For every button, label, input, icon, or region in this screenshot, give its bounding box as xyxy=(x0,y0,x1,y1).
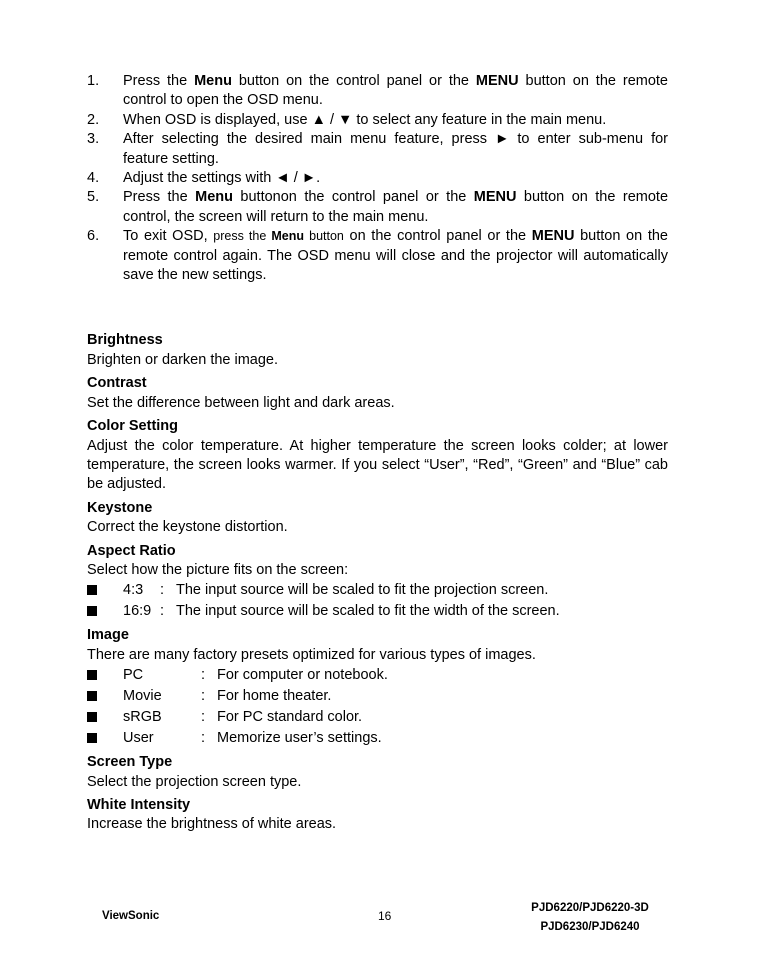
option-desc: Memorize user’s settings. xyxy=(217,730,382,747)
step-number: 2. xyxy=(87,111,100,128)
step-text: button on the control panel or the xyxy=(231,73,476,89)
option-colon: : xyxy=(201,709,206,726)
step-item xyxy=(87,169,668,188)
section-keystone xyxy=(87,499,668,538)
option-colon: : xyxy=(201,730,206,747)
step-item xyxy=(87,227,668,285)
section-desc: Brighten or darken the image. xyxy=(87,351,279,368)
section-desc: Select how the picture fits on the screen: xyxy=(87,561,349,578)
osd-steps-list xyxy=(87,72,668,285)
section-title: Screen Type xyxy=(87,754,173,771)
option-desc: The input source will be scaled to fit the width of the screen. xyxy=(176,603,560,620)
option-desc: For PC standard color. xyxy=(217,709,363,726)
option-desc: The input source will be scaled to fit the projection screen. xyxy=(176,582,549,599)
list-item xyxy=(87,580,668,601)
section-title: Brightness xyxy=(87,332,163,349)
section-desc: Adjust the color temperature. At higher temperature the screen looks colder; at lower temperature, the screen looks warmer. If you select “User”, “Red”, “Green” and “Blue” cab be adjusted. xyxy=(87,437,668,493)
step-number: 1. xyxy=(87,73,100,89)
list-item xyxy=(87,707,668,728)
section-screen-type xyxy=(87,753,668,792)
step-item xyxy=(87,130,668,169)
step-text: Adjust the settings with ◄ / ►. xyxy=(123,170,321,187)
step-item xyxy=(87,72,668,111)
option-desc: For computer or notebook. xyxy=(217,667,388,684)
section-color-setting xyxy=(87,417,668,495)
square-bullet-icon xyxy=(87,691,97,701)
option-key: Movie xyxy=(123,688,162,705)
step-bold-menu-remote: MENU xyxy=(531,228,575,245)
step-number: 6. xyxy=(87,228,100,245)
option-key: 4:3 xyxy=(123,582,144,599)
step-item xyxy=(87,188,668,227)
square-bullet-icon xyxy=(87,712,97,722)
step-text: When OSD is displayed, use ▲ / ▼ to select any feature in the main menu. xyxy=(123,111,607,128)
option-key: 16:9 xyxy=(123,603,152,620)
section-desc: Correct the keystone distortion. xyxy=(87,519,288,536)
option-colon: : xyxy=(160,582,165,599)
option-desc: For home theater. xyxy=(217,688,332,705)
list-item xyxy=(87,728,668,749)
square-bullet-icon xyxy=(87,733,97,743)
step-text: button on the remote control to open the OSD menu. xyxy=(123,73,669,109)
step-text: on the control panel or the xyxy=(343,228,532,245)
square-bullet-icon xyxy=(87,585,97,595)
section-title: Keystone xyxy=(87,499,153,516)
step-bold-menu: Menu xyxy=(195,189,233,206)
option-colon: : xyxy=(160,603,165,620)
step-bold-menu-remote: MENU xyxy=(473,189,517,206)
step-item xyxy=(87,111,668,130)
section-desc: Increase the brightness of white areas. xyxy=(87,816,337,833)
option-colon: : xyxy=(201,667,206,684)
section-aspect-ratio xyxy=(87,542,668,623)
list-item xyxy=(87,686,668,707)
footer-model xyxy=(520,899,660,937)
section-title: White Intensity xyxy=(87,796,191,813)
section-image xyxy=(87,626,668,749)
step-number: 5. xyxy=(87,189,100,206)
list-item xyxy=(87,665,668,686)
option-key: PC xyxy=(123,667,144,684)
step-text: button on the remote control again. The OSD menu will close and the projector will automatically save the new settings. xyxy=(123,228,668,284)
footer-brand: ViewSonic xyxy=(102,910,160,922)
step-bold-menu-remote: MENU xyxy=(475,73,519,89)
page-body xyxy=(87,72,668,839)
step-bold-menu: Menu xyxy=(194,73,232,89)
step-text: After selecting the desired main menu feature, press ► to enter sub-menu for feature setting. xyxy=(123,131,668,167)
step-text: To exit OSD, xyxy=(123,228,214,245)
section-title: Color Setting xyxy=(87,418,179,435)
footer-page-number: 16 xyxy=(378,909,392,923)
square-bullet-icon xyxy=(87,670,97,680)
option-key: sRGB xyxy=(123,709,162,726)
list-item xyxy=(87,601,668,622)
step-text: buttonon the control panel or the xyxy=(232,189,474,206)
footer-model-line: PJD6230/PJD6240 xyxy=(540,921,640,933)
option-key: User xyxy=(123,730,154,747)
section-title: Image xyxy=(87,627,129,644)
section-desc: There are many factory presets optimized for various types of images. xyxy=(87,646,536,663)
step-number: 3. xyxy=(87,131,100,148)
section-desc: Select the projection screen type. xyxy=(87,773,302,790)
step-number: 4. xyxy=(87,170,100,187)
step-text-small: press the xyxy=(213,229,272,244)
option-colon: : xyxy=(201,688,206,705)
step-text: button on the remote control, the screen will return to the main menu. xyxy=(123,189,669,225)
step-bold-menu: Menu xyxy=(271,229,305,244)
section-white-intensity xyxy=(87,796,668,835)
step-text: Press the xyxy=(123,73,195,89)
section-title: Aspect Ratio xyxy=(87,542,176,559)
square-bullet-icon xyxy=(87,606,97,616)
step-text-small: button xyxy=(304,229,344,244)
section-desc: Set the difference between light and dark areas. xyxy=(87,394,395,411)
step-text: Press the xyxy=(123,189,196,206)
section-title: Contrast xyxy=(87,375,147,392)
menu-sections xyxy=(87,331,668,834)
footer-model-line: PJD6220/PJD6220-3D xyxy=(531,902,649,914)
section-brightness xyxy=(87,331,668,370)
section-contrast xyxy=(87,374,668,413)
